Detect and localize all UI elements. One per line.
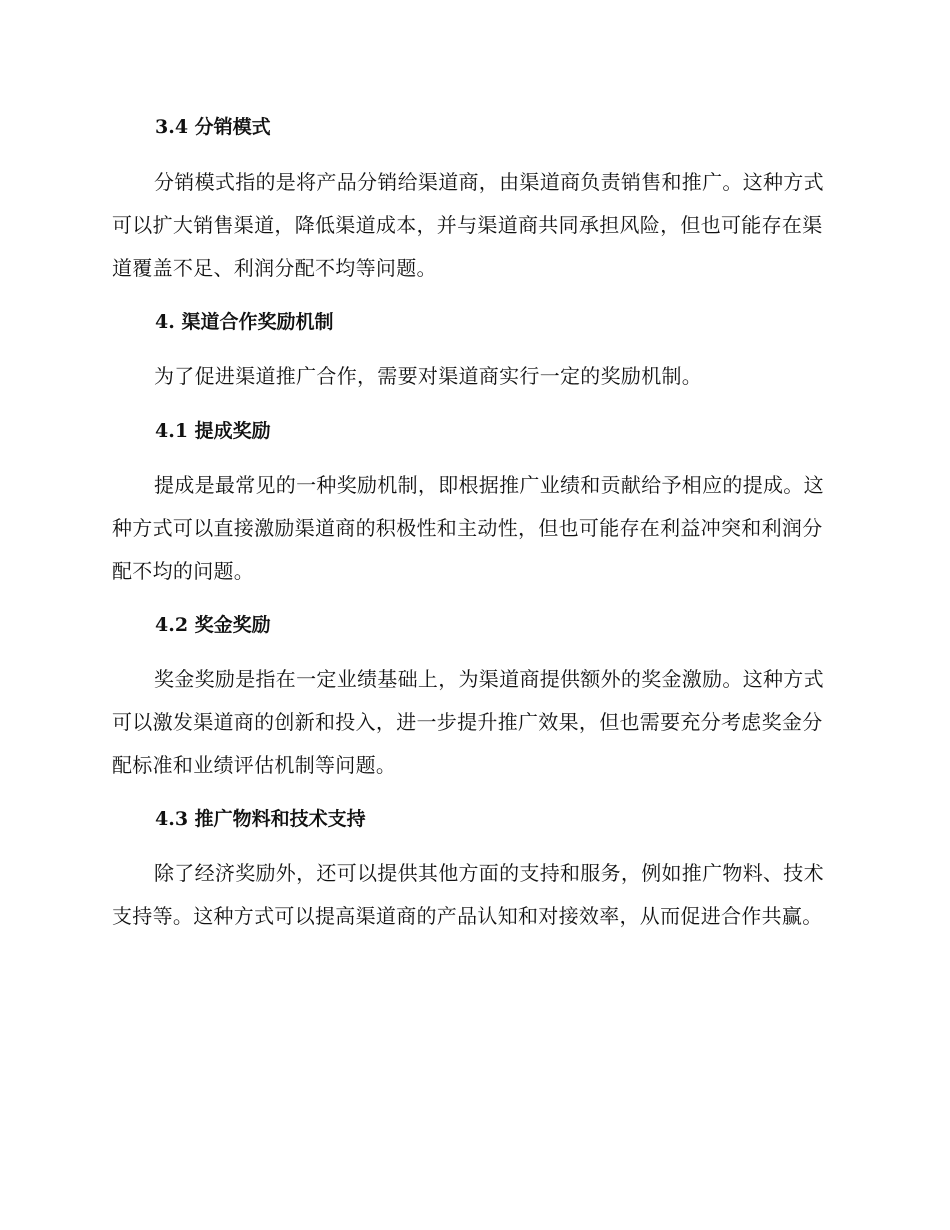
- section-paragraph-4-1: 提成是最常见的一种奖励机制，即根据推广业绩和贡献给予相应的提成。这种方式可以直接激励渠道商的积极性和主动性，但也可能存在利益冲突和利润分配不均的问题。: [112, 473, 824, 583]
- section-paragraph-3-4: 分销模式指的是将产品分销给渠道商，由渠道商负责销售和推广。这种方式可以扩大销售渠道，降低渠道成本，并与渠道商共同承担风险，但也可能存在渠道覆盖不足、利润分配不均等问题。: [112, 170, 824, 280]
- section-heading-4-2: 4.2 奖金奖励: [155, 614, 271, 636]
- section-paragraph-4-2: 奖金奖励是指在一定业绩基础上，为渠道商提供额外的奖金激励。这种方式可以激发渠道商的创新和投入，进一步提升推广效果，但也需要充分考虑奖金分配标准和业绩评估机制等问题。: [112, 667, 824, 777]
- section-heading-4-1: 4.1 提成奖励: [155, 420, 271, 442]
- section-heading-3-4: 3.4 分销模式: [155, 116, 271, 138]
- section-heading-4: 4. 渠道合作奖励机制: [155, 311, 334, 333]
- section-paragraph-4: 为了促进渠道推广合作，需要对渠道商实行一定的奖励机制。: [154, 364, 703, 388]
- section-paragraph-4-3: 除了经济奖励外，还可以提供其他方面的支持和服务，例如推广物料、技术支持等。这种方式可以提高渠道商的产品认知和对接效率，从而促进合作共赢。: [112, 861, 824, 928]
- section-heading-4-3: 4.3 推广物料和技术支持: [155, 808, 366, 830]
